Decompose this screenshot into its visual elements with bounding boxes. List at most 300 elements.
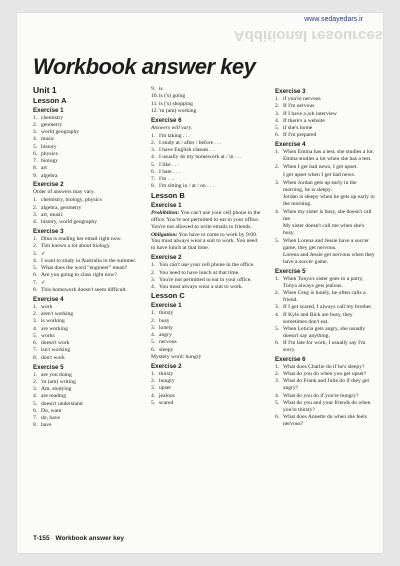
answer-text: If Kyle and Rick are busy, they sometimes don't eat. — [283, 311, 353, 325]
answer-text: angry — [159, 332, 172, 339]
answer-item — [151, 176, 262, 183]
answer-number: 3. — [275, 378, 280, 385]
answer-item — [33, 158, 138, 165]
answer-text: scared — [159, 399, 174, 406]
answer-text: ✓ — [41, 279, 46, 286]
lesson-heading: Lesson C — [151, 291, 185, 301]
answer-item — [151, 339, 262, 346]
answer-number: 1. — [151, 262, 156, 269]
answer-text: When Emma has a test, she studies a lot. — [283, 149, 375, 156]
answer-number: 6. — [275, 340, 280, 346]
answer-text: physics — [41, 150, 58, 157]
answer-item — [33, 372, 138, 379]
answer-item — [33, 326, 138, 333]
answer-number: 8. — [33, 354, 38, 361]
answer-text: What do you and your friends do when you're thirsty? — [283, 399, 371, 413]
answer-number: 1. — [33, 197, 38, 204]
answer-item — [33, 393, 138, 400]
answer-list — [33, 115, 138, 180]
answer-item — [275, 118, 375, 125]
answer-number: 5. — [151, 399, 156, 406]
answer-number: 1. — [33, 303, 38, 310]
answer-paragraph: Order of answers may vary. — [33, 189, 95, 196]
answer-item — [33, 333, 138, 340]
answer-number: 5. — [151, 161, 156, 168]
lesson-heading: Lesson A — [33, 95, 67, 105]
answer-item — [275, 125, 375, 132]
paragraph-text: You have to come to work by 9:00. You must always wear a suit to work. You need to have lunch at that time. — [151, 231, 258, 252]
answer-number: 7. — [151, 176, 156, 183]
answer-item — [33, 197, 138, 204]
answer-number: 5. — [275, 399, 280, 406]
footer-label: Workbook answer key — [55, 535, 124, 542]
answer-text: Do, want — [41, 407, 62, 414]
answer-item — [275, 312, 375, 326]
answer-number: 12. — [151, 107, 158, 114]
answer-list — [275, 149, 375, 156]
answer-number: 6. — [151, 346, 156, 353]
answer-paragraph: My sister doesn't call me when she's busy. — [283, 222, 365, 236]
answer-item — [33, 265, 138, 272]
answer-item — [33, 122, 138, 129]
answer-item — [275, 304, 375, 311]
answer-item — [33, 243, 138, 250]
answer-text: When Lorena and Jessie have a soccer game, they get nervous. — [283, 237, 370, 251]
answer-text: If I have a job interview — [283, 110, 337, 117]
answer-list — [33, 304, 138, 362]
exercise-heading: Exercise 3 — [33, 228, 64, 236]
answer-text: I want to study in Australia in the summer. — [41, 257, 137, 264]
answer-item — [33, 379, 138, 386]
answer-number: 4. — [33, 393, 38, 400]
answer-text: busy — [159, 317, 170, 324]
answer-text: art, music — [41, 211, 64, 218]
exercise-heading: Exercise 5 — [275, 267, 306, 275]
exercise-heading: Exercise 4 — [275, 141, 306, 149]
answer-item — [275, 180, 375, 194]
answer-item — [275, 276, 375, 290]
answer-number: 3. — [33, 129, 38, 135]
answer-item — [151, 371, 262, 378]
paragraph-keyword: Obligation: — [151, 231, 178, 238]
answer-number: 2. — [275, 103, 280, 110]
answer-item — [151, 262, 262, 269]
answer-number: 7. — [33, 279, 38, 286]
answer-number: 5. — [275, 125, 280, 131]
answer-text: You can't use your cell phone in the office. — [159, 262, 255, 269]
answer-list — [275, 209, 375, 223]
paragraph-text: You can't use your cell phone in the office. You're not permitted to eat in your office. You're not allowed to write emails to friends. — [151, 209, 261, 230]
answer-paragraph — [151, 210, 262, 231]
answer-number: 6. — [275, 132, 280, 139]
answer-item — [275, 96, 375, 103]
answer-text: You must always wear a suit to work. — [159, 284, 243, 291]
lesson-heading: Lesson B — [151, 190, 185, 200]
answer-list — [151, 262, 262, 291]
answer-text: do, have — [41, 415, 60, 422]
answer-text: world geography — [41, 129, 80, 135]
answer-text: If I'm late for work, I usually say I'm sorry. — [283, 340, 366, 353]
answer-text: If I get scared, I always call my brother. — [283, 304, 373, 311]
answer-number: 6. — [33, 407, 38, 414]
answer-text: are you doing — [41, 371, 72, 378]
exercise-heading: Exercise 5 — [33, 363, 64, 371]
answer-number: 3. — [151, 324, 156, 331]
answer-item — [33, 415, 138, 422]
answer-list — [275, 96, 375, 139]
answer-item — [275, 111, 375, 118]
answer-text: don't work — [41, 354, 65, 361]
answer-text: doesn't work — [41, 340, 70, 347]
answer-text: if you're nervous — [283, 96, 321, 102]
page-title: Workbook answer key — [33, 54, 256, 79]
answer-item — [275, 149, 375, 156]
answer-list — [275, 180, 375, 194]
answer-number: 3. — [151, 147, 156, 154]
answer-number: 4. — [151, 284, 156, 291]
bleed-through-heading: Additional resources — [233, 27, 383, 44]
answer-number: 4. — [275, 392, 280, 399]
exercise-heading: Exercise 2 — [151, 362, 182, 370]
answer-item — [33, 408, 138, 415]
answer-number: 2. — [151, 378, 156, 385]
answer-text: geometry — [41, 121, 63, 128]
answer-number: 1. — [275, 275, 280, 282]
answer-number: 10. — [151, 93, 158, 100]
answer-text: chemistry, biology, physics — [41, 197, 102, 204]
answer-number: 1. — [151, 132, 156, 139]
answer-text: nervous — [159, 339, 177, 346]
answer-paragraph: Emma studies a lot when she has a test. — [283, 156, 372, 163]
answer-item — [151, 108, 262, 115]
answer-item — [33, 386, 138, 393]
answer-item — [151, 140, 262, 147]
answer-item — [151, 378, 262, 385]
answer-text: is working — [41, 318, 65, 325]
answer-text: history — [41, 143, 57, 150]
answer-text: work — [41, 303, 53, 310]
answer-number: 4. — [275, 208, 280, 215]
answer-item — [151, 147, 262, 154]
answer-item — [151, 101, 262, 108]
answer-item — [33, 136, 138, 143]
answer-number: 6. — [151, 168, 156, 175]
answer-item — [33, 304, 138, 311]
answer-text: sleepy — [159, 346, 174, 353]
answer-item — [151, 332, 262, 339]
answer-number: 2. — [275, 164, 280, 171]
answer-text: When my sister is busy, she doesn't call me. — [283, 208, 372, 222]
answer-item — [33, 219, 138, 226]
answer-number: 1. — [33, 371, 38, 378]
answer-number: 3. — [33, 250, 38, 257]
answer-item — [275, 364, 375, 371]
answer-list — [151, 86, 262, 115]
answer-item — [33, 212, 138, 219]
answer-text: I study at / after / before . . . — [159, 139, 222, 146]
answer-item — [33, 272, 138, 279]
page-number: T-155 — [33, 535, 50, 542]
answer-text: This homework doesn't seem difficult. — [41, 286, 127, 293]
exercise-heading: Exercise 6 — [275, 355, 306, 363]
answer-number: 8. — [151, 183, 156, 190]
answer-number: 5. — [33, 265, 38, 272]
answer-item — [33, 287, 138, 294]
column-left — [33, 86, 138, 430]
site-watermark: www.sedayedars.ir — [304, 16, 363, 23]
answer-paragraph: I get upset when I get bad news. — [283, 171, 356, 178]
answer-paragraph: Mystery word: hungry — [151, 353, 202, 360]
answer-text: doesn't understand — [41, 400, 83, 407]
answer-list — [275, 276, 375, 354]
answer-paragraph — [151, 232, 262, 253]
answer-text: hungry — [159, 378, 175, 385]
unit-heading: Unit 1 — [33, 85, 57, 95]
answer-number: 2. — [151, 269, 156, 276]
answer-item — [151, 318, 262, 325]
answer-text: What do Frank and Julie do if they get angry? — [283, 378, 370, 392]
exercise-heading: Exercise 4 — [33, 295, 64, 303]
answer-number: 3. — [275, 304, 280, 311]
answer-number: 1. — [275, 96, 280, 102]
answer-number: 8. — [33, 286, 38, 293]
column-right — [275, 86, 375, 428]
answer-item — [275, 393, 375, 400]
answer-item — [33, 129, 138, 136]
answer-number: 11. — [151, 100, 158, 107]
answer-item — [33, 144, 138, 151]
answer-item — [275, 238, 375, 252]
exercise-heading: Exercise 6 — [151, 116, 182, 124]
answer-item — [151, 277, 262, 284]
answer-number: 3. — [33, 386, 38, 393]
answer-text: have — [41, 422, 52, 429]
answer-item — [151, 154, 262, 161]
answer-number: 6. — [33, 272, 38, 279]
answer-text: ✓ — [41, 250, 46, 257]
answer-item — [33, 340, 138, 347]
answer-number: 2. — [33, 243, 38, 250]
answer-number: 4. — [151, 332, 156, 339]
answer-number: 1. — [33, 236, 38, 243]
answer-item — [275, 400, 375, 414]
answer-number: 5. — [33, 332, 38, 339]
answer-text: I'm taking . . . — [159, 132, 190, 139]
answer-text: If there's a website — [283, 117, 325, 124]
answer-text: aren't working — [41, 311, 74, 318]
answer-number: 1. — [151, 310, 156, 317]
answer-number: 7. — [33, 415, 38, 422]
answer-text: music — [41, 136, 55, 143]
answer-number: 5. — [33, 400, 38, 407]
answer-list — [151, 133, 262, 191]
exercise-heading: Exercise 2 — [151, 254, 182, 262]
answer-item — [275, 414, 375, 428]
answer-number: 4. — [151, 392, 156, 399]
answer-number: 4. — [33, 325, 38, 332]
answer-item — [151, 133, 262, 140]
answer-key-page — [17, 13, 383, 553]
answer-list — [275, 364, 375, 428]
answer-item — [151, 183, 262, 190]
answer-number: 2. — [275, 371, 280, 378]
answer-number: 2. — [151, 139, 156, 146]
answer-number: 1. — [275, 149, 280, 156]
answer-text: biology — [41, 158, 59, 164]
answer-item — [275, 340, 375, 354]
answer-text: What do you do if you're hungry? — [283, 392, 359, 399]
answer-item — [151, 169, 262, 176]
answer-number: 9. — [33, 172, 38, 179]
answer-text: thirsty — [159, 370, 174, 377]
answer-number: 5. — [33, 143, 38, 150]
answer-item — [275, 326, 375, 340]
column-middle — [151, 86, 262, 407]
answer-item — [33, 151, 138, 158]
answer-number: 6. — [33, 340, 38, 347]
answer-list — [33, 197, 138, 226]
answer-number: 6. — [33, 150, 38, 157]
answer-number: 4. — [33, 136, 38, 143]
answer-list — [33, 236, 138, 294]
answer-number: 3. — [151, 276, 156, 283]
answer-text: What do you do when you get upset? — [283, 371, 367, 378]
exercise-heading: Exercise 1 — [151, 302, 182, 310]
answer-text: I'm sitting in / at / on . . . — [159, 183, 215, 190]
answer-number: 2. — [33, 121, 38, 128]
answer-number: 4. — [275, 117, 280, 124]
answer-number: 7. — [33, 158, 38, 164]
exercise-heading: Exercise 2 — [33, 181, 64, 189]
answer-number: 5. — [151, 339, 156, 346]
answer-text: I like . . . — [159, 161, 180, 168]
answer-text: What does the word "engineer" mean? — [41, 265, 128, 272]
answer-text: is ('s) shopping — [159, 100, 193, 107]
answer-item — [33, 318, 138, 325]
answer-text: 'm (am) working — [159, 107, 197, 114]
answer-item — [33, 280, 138, 287]
answer-number: 4. — [275, 311, 280, 318]
answer-text: algebra — [41, 172, 58, 179]
answer-text: are reading — [41, 393, 66, 400]
answer-text: Are you going to class right now? — [41, 272, 117, 279]
answer-item — [275, 290, 375, 304]
answer-paragraph: Jordan is sleepy when he gets up early in the morning. — [283, 193, 375, 207]
answer-text: When I get bad news, I get upset. — [283, 164, 358, 171]
answer-item — [151, 86, 262, 93]
answer-number: 5. — [275, 325, 280, 332]
answer-item — [33, 115, 138, 122]
answer-text: Tim knows a lot about biology. — [41, 243, 111, 250]
answer-text: I hate . . . — [159, 168, 180, 175]
answer-text: art — [41, 165, 47, 172]
answer-number: 3. — [33, 211, 38, 218]
answer-number: 3. — [275, 179, 280, 186]
answer-number: 4. — [33, 219, 38, 226]
answer-number: 6. — [275, 414, 280, 421]
answer-paragraph: Lorena and Jessie get nervous when they have a soccer game. — [283, 252, 375, 265]
answer-item — [151, 347, 262, 354]
answer-item — [151, 270, 262, 277]
answer-number: 8. — [33, 422, 38, 429]
answer-text: Dina is reading her email right now. — [41, 236, 122, 243]
answer-note: Answers will vary. — [151, 124, 193, 131]
answer-text: I have English classes . . . — [159, 147, 217, 154]
answer-number: 9. — [151, 86, 156, 92]
answer-text: thirsty — [159, 310, 174, 317]
answer-text: I'm . . . — [159, 176, 175, 183]
answer-item — [33, 347, 138, 354]
answer-text: algebra, geometry — [41, 204, 82, 211]
answer-number: 3. — [33, 318, 38, 325]
answer-text: When Leticia gets angry, she usually doesn't say anything. — [283, 325, 366, 339]
answer-number: 3. — [275, 110, 280, 117]
answer-number: 1. — [275, 363, 280, 370]
answer-number: 1. — [151, 370, 156, 377]
answer-number: 7. — [33, 347, 38, 354]
answer-number: 8. — [33, 165, 38, 172]
answer-list — [33, 372, 138, 430]
answer-text: When Tonya's sister goes to a party, Tonya always gets jealous. — [283, 275, 364, 289]
answer-number: 5. — [275, 237, 280, 244]
answer-text: You need to have lunch at that time. — [159, 269, 240, 276]
answer-text: I usually do my homework at / in . . . — [159, 154, 242, 161]
answer-text: What does Charlie do if he's sleepy? — [283, 363, 365, 370]
answer-item — [33, 236, 138, 243]
answer-number: 2. — [151, 317, 156, 324]
answer-item — [33, 165, 138, 172]
answer-item — [151, 310, 262, 317]
answer-text: You're not permitted to eat in your office. — [159, 276, 252, 283]
answer-list — [275, 164, 375, 171]
answer-item — [275, 209, 375, 223]
answer-item — [33, 355, 138, 362]
answer-number: 2. — [33, 378, 38, 385]
answer-number: 4. — [151, 154, 156, 161]
exercise-heading: Exercise 1 — [151, 201, 182, 209]
answer-list — [151, 371, 262, 407]
answer-text: are working — [41, 325, 68, 332]
answer-text: 'm (am) writing — [41, 378, 76, 385]
exercise-heading: Exercise 3 — [275, 88, 306, 95]
answer-item — [151, 385, 262, 392]
answer-number: 2. — [33, 311, 38, 318]
answer-text: jealous — [159, 392, 175, 399]
answer-item — [151, 400, 262, 407]
answer-number: 1. — [33, 114, 38, 121]
answer-number: 2. — [33, 204, 38, 211]
answer-text: If I'm nervous — [283, 103, 315, 110]
answer-item — [151, 162, 262, 169]
answer-text: When Jordan gets up early in the morning, he is sleepy. — [283, 179, 357, 193]
answer-list — [275, 238, 375, 252]
answer-item — [33, 173, 138, 180]
answer-list — [151, 310, 262, 353]
answer-item — [151, 393, 262, 400]
page-footer — [33, 535, 124, 542]
paragraph-keyword: Prohibition: — [151, 209, 180, 216]
answer-item — [151, 325, 262, 332]
answer-text: is — [159, 86, 163, 92]
answer-item — [33, 422, 138, 429]
answer-text: if she's home — [283, 125, 313, 131]
answer-number: 4. — [33, 257, 38, 264]
exercise-heading: Exercise 1 — [33, 106, 64, 114]
answer-item — [33, 311, 138, 318]
answer-item — [33, 251, 138, 258]
answer-text: upset — [159, 385, 171, 392]
answer-text: is ('s) going — [159, 93, 186, 100]
